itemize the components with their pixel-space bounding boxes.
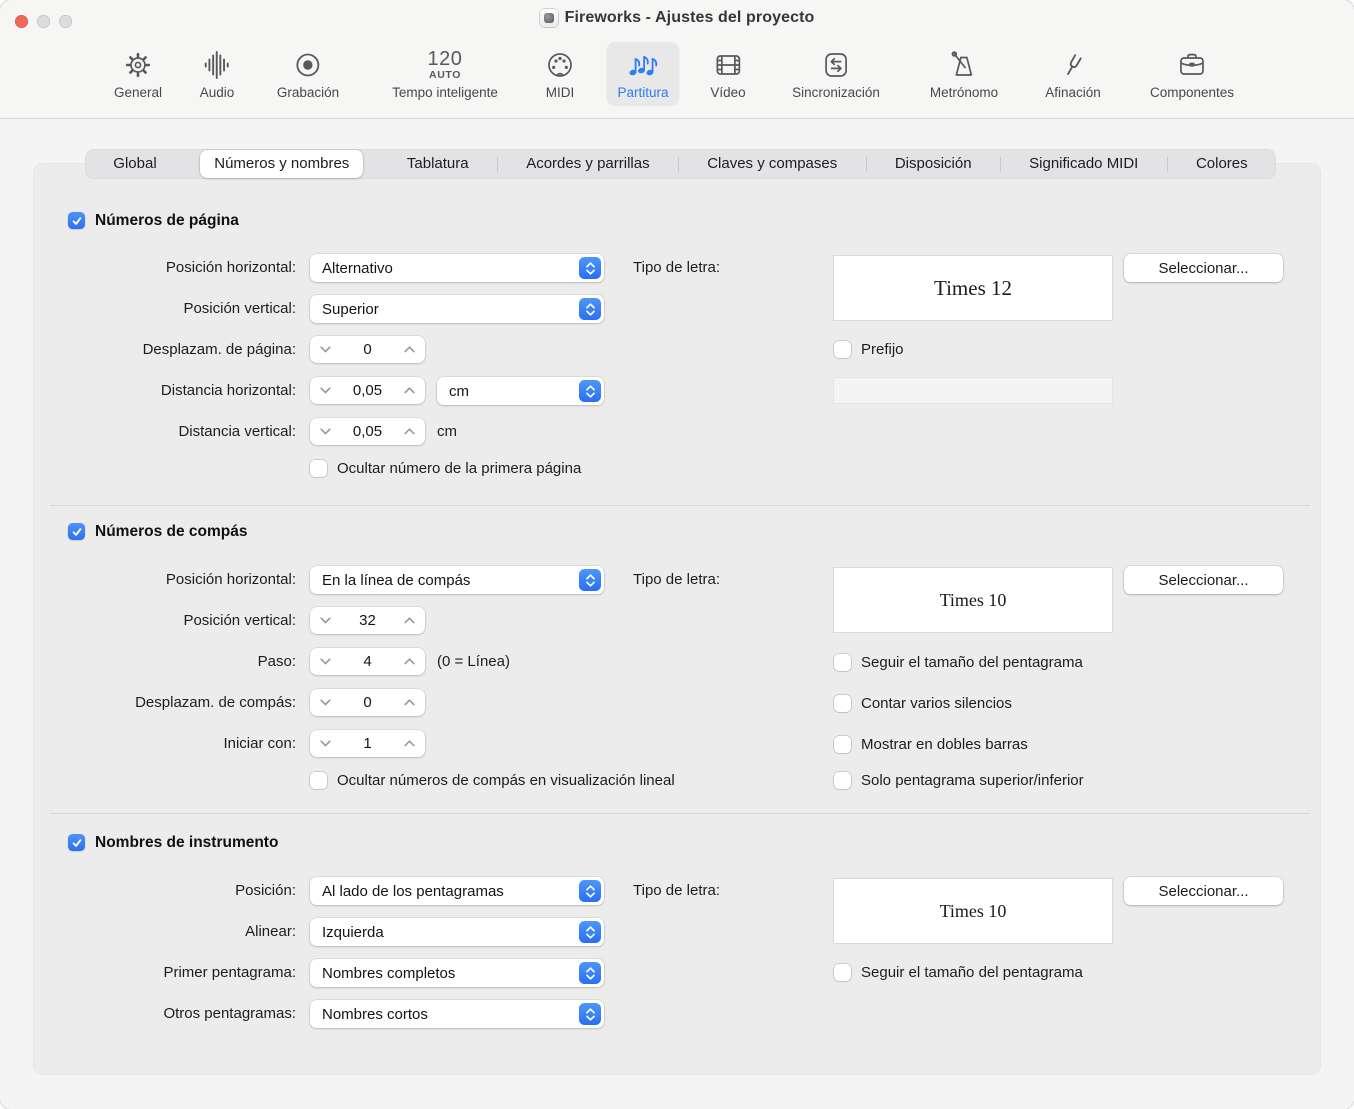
bar-offset-stepper[interactable]: 0: [310, 689, 425, 716]
select-instrument-font-button[interactable]: Seleccionar...: [1124, 877, 1283, 905]
page-offset-label: Desplazam. de página:: [142, 341, 296, 358]
toolbar-item-general[interactable]: [103, 42, 173, 106]
toolbar-item-afinacion[interactable]: [1034, 42, 1112, 106]
toolbar-label: General: [113, 85, 163, 100]
tab-claves-y-compases[interactable]: Claves y compases: [707, 155, 838, 172]
document-icon: [540, 9, 558, 27]
metronome-icon: [947, 47, 981, 83]
chevron-down-icon[interactable]: [320, 387, 331, 394]
tuning-fork-icon: [1056, 47, 1090, 83]
record-icon: [291, 47, 325, 83]
bar-font-label: Tipo de letra:: [633, 571, 720, 588]
tab-acordes-y-parrillas[interactable]: Acordes y parrillas: [526, 155, 650, 172]
vertical-distance-stepper[interactable]: 0,05: [310, 418, 425, 445]
horizontal-distance-label: Distancia horizontal:: [160, 382, 296, 399]
toolbar-item-componentes[interactable]: [1139, 42, 1245, 106]
start-with-stepper[interactable]: 1: [310, 730, 425, 757]
toolbar-label: Partitura: [617, 85, 669, 100]
chevron-up-icon[interactable]: [404, 699, 415, 706]
bar-vertical-position-stepper[interactable]: 32: [310, 607, 425, 634]
vertical-distance-label: Distancia vertical:: [178, 423, 296, 440]
chevron-updown-icon: [579, 921, 601, 943]
step-label: Paso:: [257, 653, 296, 670]
instrument-position-select[interactable]: Al lado de los pentagramas: [310, 877, 604, 905]
waveform-icon: [200, 47, 234, 83]
section-title-bar-numbers: Números de compás: [95, 523, 248, 540]
toolbar-label: Grabación: [276, 85, 340, 100]
align-label: Alinear:: [245, 923, 296, 940]
select-bar-font-button[interactable]: Seleccionar...: [1124, 566, 1283, 594]
section-divider: [50, 505, 1310, 506]
toolbar-label: Metrónomo: [929, 85, 999, 100]
bar-horizontal-position-label: Posición horizontal:: [165, 571, 296, 588]
toolbar-item-sincronizacion[interactable]: [781, 42, 891, 106]
briefcase-icon: [1175, 47, 1209, 83]
chevron-up-icon[interactable]: [404, 740, 415, 747]
video-icon: [711, 47, 745, 83]
page-horizontal-position-select[interactable]: Alternativo: [310, 254, 604, 282]
hide-first-page-checkbox[interactable]: [310, 460, 327, 477]
section-divider: [50, 813, 1310, 814]
horizontal-position-label: Posición horizontal:: [165, 259, 296, 276]
toolbar-label: MIDI: [545, 85, 575, 100]
chevron-up-icon[interactable]: [404, 428, 415, 435]
follow-staff-size-label: Seguir el tamaño del pentagrama: [861, 654, 1083, 671]
first-staff-label: Primer pentagrama:: [163, 964, 296, 981]
top-bottom-staff-label: Solo pentagrama superior/inferior: [861, 772, 1084, 789]
show-double-bars-label: Mostrar en dobles barras: [861, 736, 1028, 753]
tab-separator: [866, 157, 867, 172]
chevron-down-icon[interactable]: [320, 617, 331, 624]
bar-numbers-checkbox[interactable]: [68, 523, 85, 540]
toolbar-item-partitura[interactable]: [606, 42, 679, 106]
hide-first-page-label: Ocultar número de la primera página: [337, 460, 582, 477]
page-font-preview: Times 12: [833, 255, 1113, 321]
score-icon: [626, 47, 660, 83]
window-title: Fireworks - Ajustes del proyecto: [564, 9, 815, 26]
chevron-up-icon[interactable]: [404, 387, 415, 394]
hide-bar-numbers-linear-label: Ocultar números de compás en visualización lineal: [337, 772, 675, 789]
toolbar-label: Componentes: [1149, 85, 1235, 100]
chevron-updown-icon: [579, 962, 601, 984]
prefix-input[interactable]: [833, 377, 1113, 404]
instrument-font-label: Tipo de letra:: [633, 882, 720, 899]
start-with-label: Iniciar con:: [223, 735, 296, 752]
step-note: (0 = Línea): [437, 653, 510, 670]
other-staves-select[interactable]: Nombres cortos: [310, 1000, 604, 1028]
page-vertical-position-select[interactable]: Superior: [310, 295, 604, 323]
horizontal-distance-stepper[interactable]: 0,05: [310, 377, 425, 404]
chevron-down-icon[interactable]: [320, 346, 331, 353]
page-offset-stepper[interactable]: 0: [310, 336, 425, 363]
toolbar-label: Afinación: [1045, 85, 1101, 100]
toolbar-label: Sincronización: [792, 85, 880, 100]
toolbar-item-midi[interactable]: [532, 42, 588, 106]
instrument-names-checkbox[interactable]: [68, 834, 85, 851]
chevron-down-icon[interactable]: [320, 658, 331, 665]
toolbar-label: Audio: [199, 85, 235, 100]
position-label: Posición:: [235, 882, 296, 899]
tab-separator: [1000, 157, 1001, 172]
count-multi-rests-label: Contar varios silencios: [861, 695, 1012, 712]
tab-separator: [678, 157, 679, 172]
top-bottom-staff-checkbox[interactable]: [834, 772, 851, 789]
bar-horizontal-position-select[interactable]: En la línea de compás: [310, 566, 604, 594]
count-multi-rests-checkbox[interactable]: [834, 695, 851, 712]
font-label: Tipo de letra:: [633, 259, 720, 276]
chevron-down-icon[interactable]: [320, 740, 331, 747]
title-bar: [0, 0, 1354, 42]
other-staves-label: Otros pentagramas:: [163, 1005, 296, 1022]
chevron-up-icon[interactable]: [404, 658, 415, 665]
tab-tablatura[interactable]: Tablatura: [406, 155, 469, 172]
bar-vertical-position-label: Posición vertical:: [183, 612, 296, 629]
tab-disposicion[interactable]: Disposición: [894, 155, 972, 172]
tab-global[interactable]: Global: [113, 155, 157, 172]
toolbar-label: Vídeo: [710, 85, 746, 100]
sync-icon: [819, 47, 853, 83]
vertical-position-label: Posición vertical:: [183, 300, 296, 317]
instrument-follow-staff-checkbox[interactable]: [834, 964, 851, 981]
tab-separator: [497, 157, 498, 172]
instrument-follow-staff-label: Seguir el tamaño del pentagrama: [861, 964, 1083, 981]
bar-offset-label: Desplazam. de compás:: [135, 694, 296, 711]
toolbar-item-metronomo[interactable]: [919, 42, 1009, 106]
tab-significado-midi[interactable]: Significado MIDI: [1029, 155, 1139, 172]
tab-numeros-y-nombres[interactable]: Números y nombres: [200, 150, 363, 178]
prefix-checkbox[interactable]: [834, 341, 851, 358]
chevron-updown-icon: [579, 298, 601, 320]
show-double-bars-checkbox[interactable]: [834, 736, 851, 753]
instrument-font-preview: Times 10: [833, 878, 1113, 944]
chevron-down-icon[interactable]: [320, 428, 331, 435]
follow-staff-size-checkbox[interactable]: [834, 654, 851, 671]
score-tabs: [85, 149, 1276, 179]
chevron-up-icon[interactable]: [404, 346, 415, 353]
chevron-up-icon[interactable]: [404, 617, 415, 624]
chevron-down-icon[interactable]: [320, 699, 331, 706]
gear-icon: [121, 47, 155, 83]
first-staff-select[interactable]: Nombres completos: [310, 959, 604, 987]
tab-colores[interactable]: Colores: [1195, 155, 1248, 172]
toolbar-item-video[interactable]: [699, 42, 756, 106]
smart-tempo-icon: 120 AUTO: [427, 48, 463, 82]
tab-separator: [1167, 157, 1168, 172]
toolbar-item-audio[interactable]: [189, 42, 246, 106]
chevron-updown-icon: [579, 1003, 601, 1025]
section-title-instrument-names: Nombres de instrumento: [95, 834, 279, 851]
toolbar-label: Tempo inteligente: [392, 85, 498, 100]
step-stepper[interactable]: 4: [310, 648, 425, 675]
bar-font-preview: Times 10: [833, 567, 1113, 633]
prefix-label: Prefijo: [861, 341, 904, 358]
section-title-page-numbers: Números de página: [95, 212, 239, 229]
select-page-font-button[interactable]: Seleccionar...: [1124, 254, 1283, 282]
toolbar-item-grabacion[interactable]: [266, 42, 350, 106]
vertical-distance-unit: cm: [437, 423, 457, 440]
align-select[interactable]: Izquierda: [310, 918, 604, 946]
chevron-updown-icon: [579, 380, 601, 402]
midi-icon: [543, 47, 577, 83]
hide-bar-numbers-linear-checkbox[interactable]: [310, 772, 327, 789]
toolbar-item-tempo-inteligente[interactable]: [381, 42, 509, 106]
page-numbers-checkbox[interactable]: [68, 212, 85, 229]
distance-unit-select[interactable]: cm: [437, 377, 604, 405]
